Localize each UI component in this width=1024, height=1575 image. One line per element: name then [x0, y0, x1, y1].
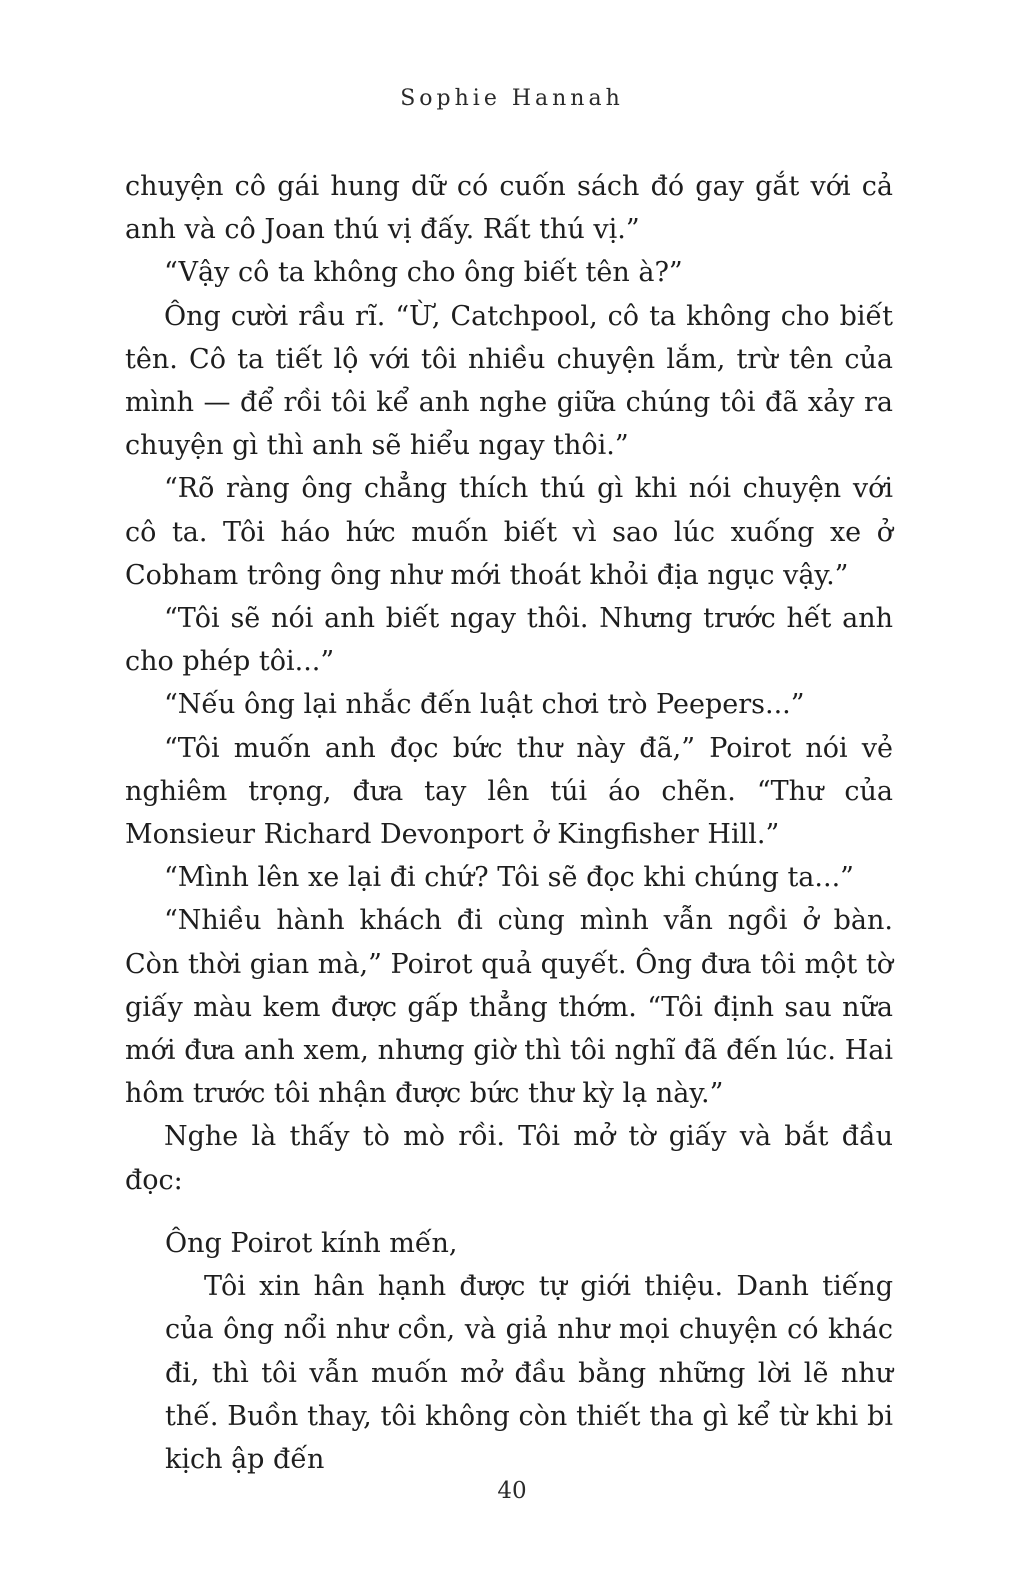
body-text [125, 165, 893, 1202]
letter-body: Tôi xin hân hạnh được tự giới thiệu. Danh tiếng của ông nổi như cồn, và giả như mọi chuyện có khác đi, thì tôi vẫn muốn mở đầu bằng những lời lẽ như thế. Buồn thay, tôi không còn thiết tha gì kể từ khi bi kịch ập đến [165, 1271, 893, 1476]
paragraph: “Vậy cô ta không cho ông biết tên à?” [164, 257, 683, 289]
quoted-letter [165, 1222, 893, 1481]
page-number: 40 [497, 1478, 527, 1504]
paragraph: “Rõ ràng ông chẳng thích thú gì khi nói chuyện với cô ta. Tôi háo hức muốn biết vì sao lúc xuống xe ở Cobham trông ông như mới thoát khỏi địa ngục vậy.” [125, 473, 893, 591]
letter-salutation: Ông Poirot kính mến, [165, 1228, 458, 1259]
paragraph: “Nhiều hành khách đi cùng mình vẫn ngồi ở bàn. Còn thời gian mà,” Poirot quả quyết. Ông đưa tôi một tờ giấy màu kem được gấp thẳng thớm. “Tôi định sau nữa mới đưa anh xem, nhưng giờ thì tôi nghĩ đã đến lúc. Hai hôm trước tôi nhận được bức thư kỳ lạ này.” [125, 905, 893, 1110]
paragraph: “Tôi sẽ nói anh biết ngay thôi. Nhưng trước hết anh cho phép tôi...” [125, 603, 893, 678]
paragraph: Ông cười rầu rĩ. “Ừ, Catchpool, cô ta không cho biết tên. Cô ta tiết lộ với tôi nhiều chuyện lắm, trừ tên của mình — để rồi tôi kể anh nghe giữa chúng tôi đã xảy ra chuyện gì thì anh sẽ hiểu ngay thôi.” [125, 300, 893, 462]
paragraph: “Nếu ông lại nhắc đến luật chơi trò Peepers...” [164, 689, 805, 721]
running-header: Sophie Hannah [400, 86, 624, 111]
paragraph: “Mình lên xe lại đi chứ? Tôi sẽ đọc khi chúng ta...” [164, 862, 854, 894]
paragraph: Nghe là thấy tò mò rồi. Tôi mở tờ giấy và bắt đầu đọc: [125, 1121, 893, 1196]
paragraph: “Tôi muốn anh đọc bức thư này đã,” Poirot nói vẻ nghiêm trọng, đưa tay lên túi áo chẽn. “Thư của Monsieur Richard Devonport ở Kingfisher Hill.” [125, 732, 893, 851]
paragraph: chuyện cô gái hung dữ có cuốn sách đó gay gắt với cả anh và cô Joan thú vị đấy. Rất thú vị.” [125, 171, 893, 246]
